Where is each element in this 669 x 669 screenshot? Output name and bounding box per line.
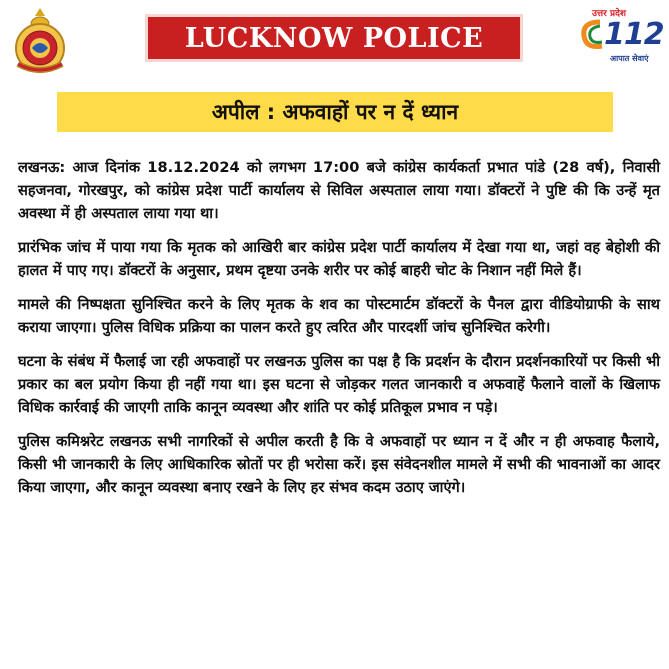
logo-112-top-text: उत्तर प्रदेश bbox=[592, 9, 626, 19]
paragraph-rumours: घटना के संबंध में फैलाई जा रही अफवाहों पर लखनऊ पुलिस का पक्ष है कि प्रदर्शन के दौरान प्रदर्शनकारियों पर किसी भी प्रकार का बल प्रयोग किया ही नहीं गया था। इस घटना से जोड़कर गलत जानकारी व अफवाहें फैलाने वालों के खिलाफ विधिक कार्रवाई की जाएगी ताकि कानून व्यवस्था और शांति पर कोई प्रतिकूल प्रभाव न पड़े। bbox=[18, 353, 660, 416]
paragraph-initial-investigation: प्रारंभिक जांच में पाया गया कि मृतक को आखिरी बार कांग्रेस प्रदेश पार्टी कार्यालय में देखा गया था, जहां वह बेहोशी की हालत में पाए गए। डॉक्टरों के अनुसार, प्रथम दृष्टया उनके शरीर पर कोई बाहरी चोट के निशान नहीं मिले हैं। bbox=[18, 239, 660, 279]
paragraph-postmortem: मामले की निष्पक्षता सुनिश्चित करने के लिए मृतक के शव का पोस्टमार्टम डॉक्टरों के पैनल द्वारा वीडियोग्राफी के साथ कराया जाएगा। पुलिस विधिक प्रक्रिया का पालन करते हुए त्वरित और पारदर्शी जांच सुनिश्चित करेगी। bbox=[18, 296, 660, 336]
press-release-body bbox=[18, 156, 660, 510]
appeal-heading: अपील : अफवाहों पर न दें ध्यान bbox=[57, 92, 613, 132]
paragraph-appeal: पुलिस कमिश्नरेट लखनऊ सभी नागरिकों से अपील करती है कि वे अफवाहों पर ध्यान न दें और न ही अफवाह फैलाये, किसी भी जानकारी के लिए आधिकारिक स्रोतों पर ही भरोसा करें। इस संवेदनशील मामले में सभी की भावनाओं का आदर किया जाएगा, और कानून व्यवस्था बनाए रखने के लिए हर संभव कदम उठाए जाएंगे। bbox=[18, 433, 660, 496]
page-title: LUCKNOW POLICE bbox=[145, 14, 523, 62]
up-police-emblem-icon bbox=[4, 2, 76, 78]
logo-112 bbox=[578, 6, 666, 66]
logo-112-number: 112 bbox=[604, 17, 664, 52]
logo-112-bottom-text: आपात सेवाएं bbox=[610, 54, 649, 63]
paragraph-incident: लखनऊ: आज दिनांक 18.12.2024 को लगभग 17:00 बजे कांग्रेस कार्यकर्ता प्रभात पांडे (28 वर्ष), निवासी सहजनवा, गोरखपुर, को कांग्रेस प्रदेश पार्टी कार्यालय से सिविल अस्पताल लाया गया। डॉक्टरों ने पुष्टि की कि उन्हें मृत अवस्था में ही अस्पताल लाया गया था। bbox=[18, 159, 660, 222]
